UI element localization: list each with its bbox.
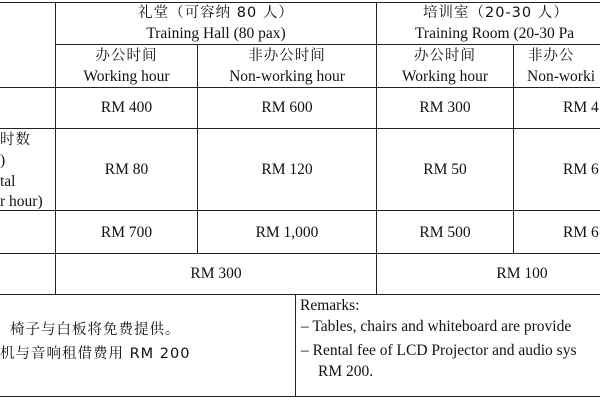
note-projector-zh: 机与音响租借费用 RM 200 (0, 346, 191, 362)
room-working-zh: 办公时间 (414, 48, 476, 64)
training-hall-title-zh: 礼堂（可容纳 80 人） (138, 5, 294, 21)
row2-hall-working: RM 80 (104, 161, 149, 178)
row1-room-working: RM 300 (419, 99, 471, 116)
row2-label-en: tal (0, 173, 16, 190)
col-divider-room-inner (513, 44, 514, 253)
row4-hall: RM 300 (190, 265, 242, 282)
header-bottom-border (0, 87, 600, 88)
hall-working-zh: 办公时间 (95, 48, 158, 64)
room-working-en: Working hour (401, 68, 489, 85)
hall-working-en: Working hour (83, 68, 170, 85)
row3-hall-nonworking: RM 1,000 (255, 224, 319, 241)
room-nonworking-zh: 非办公 (528, 48, 575, 64)
row1-hall-nonworking: RM 600 (261, 99, 313, 116)
training-room-title-zh: 培训室（20-30 人） (423, 5, 569, 21)
row-divider-4 (0, 294, 600, 295)
table-bottom-border (0, 396, 600, 397)
row-divider-3 (0, 253, 600, 254)
row3-room-nonworking: RM 6 (563, 224, 599, 241)
row2-label-zh: 时数 (0, 132, 31, 148)
row1-room-nonworking: RM 4 (563, 99, 599, 116)
note-furniture-zh: 椅子与白板将免费提供。 (10, 322, 181, 338)
row2-label-paren: ) (0, 152, 6, 169)
row1-hall-working: RM 400 (100, 99, 153, 116)
remark-projector: – Rental fee of LCD Projector and audio sys (301, 342, 577, 359)
room-nonworking-en: Non-worki (527, 68, 596, 85)
notes-divider (295, 294, 296, 396)
hall-nonworking-en: Non-working hour (229, 68, 345, 85)
row2-hall-nonworking: RM 120 (261, 161, 313, 178)
row2-room-working: RM 50 (423, 161, 467, 178)
col-divider-room (376, 2, 377, 294)
row2-room-nonworking: RM 6 (563, 161, 599, 178)
row3-room-working: RM 500 (419, 224, 471, 241)
row-divider-1 (0, 128, 600, 129)
remark-furniture: – Tables, chairs and whiteboard are provide (301, 318, 572, 335)
training-hall-title-en: Training Hall (80 pax) (146, 25, 286, 42)
training-room-title-en: Training Room (20-30 Pa (415, 25, 575, 42)
col-divider-label (55, 2, 56, 294)
remark-projector-fee: RM 200. (318, 363, 374, 380)
row4-room: RM 100 (496, 265, 548, 282)
hall-nonworking-zh: 非办公时间 (248, 48, 326, 64)
remarks-title: Remarks: (300, 297, 360, 314)
row-divider-2 (0, 210, 600, 211)
row2-label-unit: r hour) (0, 193, 43, 210)
table-top-border (0, 2, 600, 3)
row3-hall-working: RM 700 (100, 224, 153, 241)
header-divider (55, 44, 600, 45)
